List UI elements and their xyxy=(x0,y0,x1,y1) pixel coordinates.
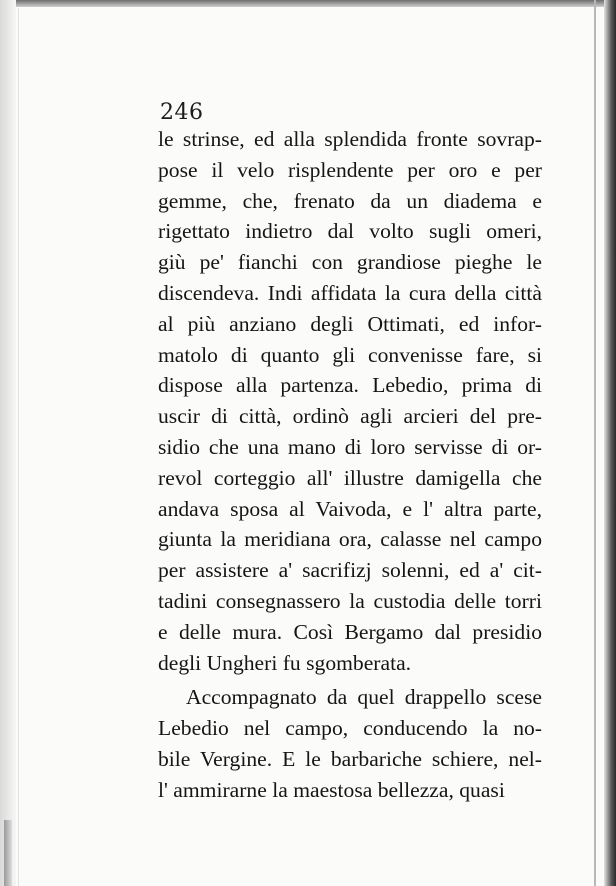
text-line: Lebedio nel campo, conducendo la no- xyxy=(158,716,542,741)
scan-edge-left xyxy=(0,0,16,886)
text-line: bile Vergine. E le barbariche schiere, nel- xyxy=(158,746,542,771)
text-line: uscir di città, ordinò agli arcieri del pre- xyxy=(158,404,542,429)
paragraph xyxy=(158,124,542,678)
scan-edge-top xyxy=(0,0,616,7)
text-line: l' ammirarne la maestosa bellezza, quasi xyxy=(158,777,505,802)
gutter-line xyxy=(18,8,19,886)
text-line: matolo di quanto gli convenisse fare, si xyxy=(158,342,542,367)
scan-edge-left-mark xyxy=(4,820,12,886)
text-line: Accompagnato da quel drappello scese xyxy=(186,685,542,710)
scan-edge-right-line xyxy=(594,0,596,886)
text-line: revol corteggio all' illustre damigella che xyxy=(158,465,542,490)
body-text xyxy=(158,124,542,806)
text-line: giù pe' fianchi con grandiose pieghe le xyxy=(158,250,542,275)
text-line: gemme, che, frenato da un diadema e xyxy=(158,188,542,213)
text-line: per assistere a' sacrifizj solenni, ed a' cit- xyxy=(158,558,542,583)
scan-edge-right xyxy=(604,0,616,886)
text-line: sidio che una mano di loro servisse di or- xyxy=(158,434,542,459)
text-line: tadini consegnassero la custodia delle torri xyxy=(158,588,542,613)
text-line: le strinse, ed alla splendida fronte sovrap- xyxy=(158,127,542,151)
text-line: dispose alla partenza. Lebedio, prima di xyxy=(158,373,542,398)
text-line: giunta la meridiana ora, calasse nel campo xyxy=(158,527,542,552)
text-line: degli Ungheri fu sgomberata. xyxy=(158,650,412,675)
text-line: andava sposa al Vaivoda, e l' altra parte, xyxy=(158,496,542,521)
text-line: e delle mura. Così Bergamo dal presidio xyxy=(158,619,542,644)
page-number: 246 xyxy=(160,100,204,125)
text-line: rigettato indietro dal volto sugli omeri, xyxy=(158,219,542,244)
text-line: discendeva. Indi affidata la cura della città xyxy=(158,280,542,305)
text-line: pose il velo risplendente per oro e per xyxy=(158,157,542,182)
paragraph xyxy=(158,682,542,805)
text-line: al più anziano degli Ottimati, ed infor- xyxy=(158,311,542,336)
